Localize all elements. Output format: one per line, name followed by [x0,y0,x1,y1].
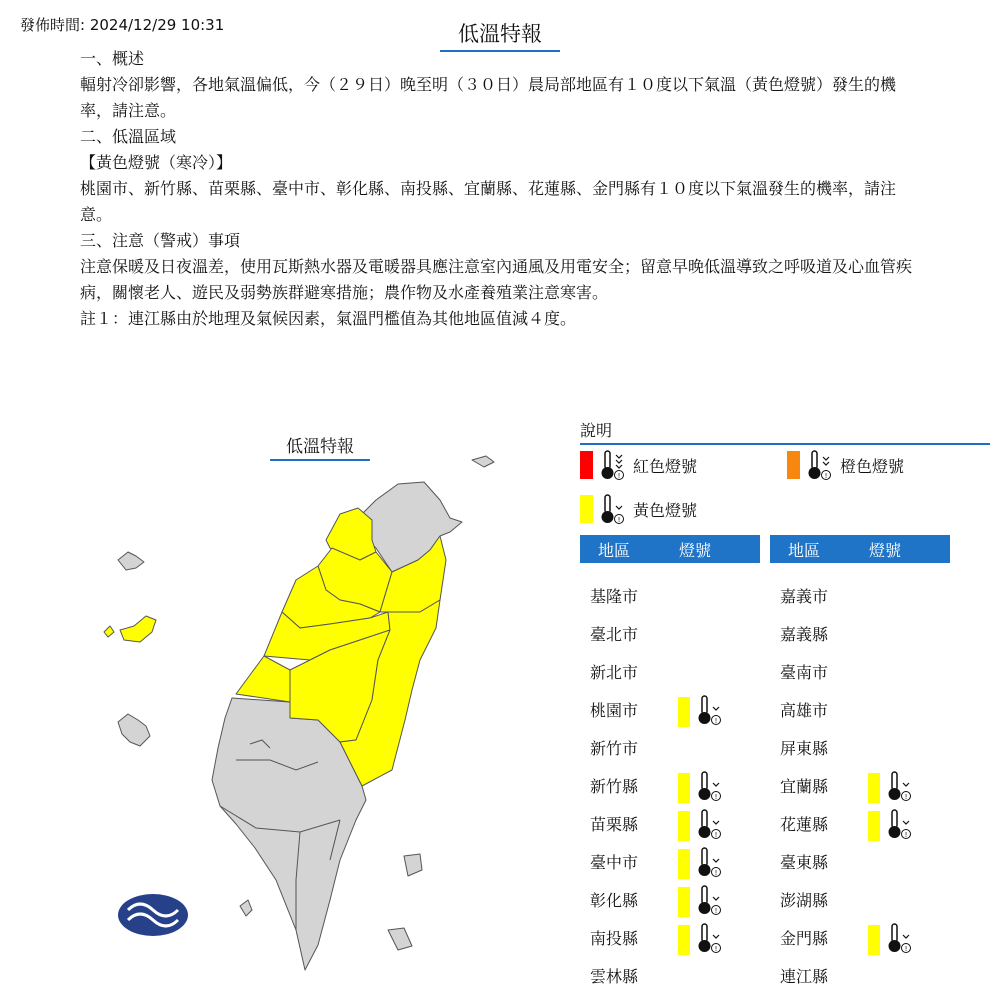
penghu-islands [118,714,150,746]
warning-body [80,46,920,332]
section-2-signal: 【黃色燈號（寒冷）】 [80,153,233,172]
svg-text:!: ! [904,945,908,953]
yellow-swatch [868,773,880,803]
table-row [770,614,950,652]
region-name: 連江縣 [780,966,829,986]
region-name: 金門縣 [780,928,829,948]
table-header-left [580,535,760,563]
table-row [580,652,760,690]
region-name: 新竹市 [590,738,639,758]
table-row [770,728,950,766]
section-1-heading: 一、概述 [80,49,145,68]
section-2-text: 桃園市、新竹縣、苗栗縣、臺中市、彰化縣、南投縣、宜蘭縣、花蓮縣、金門縣有１０度以下氣溫發生的機率，請注意。 [80,179,897,224]
yellow-swatch [678,887,690,917]
yellow-swatch [678,811,690,841]
table-row [580,766,760,804]
region-name: 臺東縣 [780,852,829,872]
yellow-swatch [678,697,690,727]
kinmen-island [120,616,156,642]
table-row [580,956,760,994]
taiwan-map [95,450,495,980]
region-name: 臺北市 [590,624,639,644]
yellow-signal [868,922,914,958]
region-name: 雲林縣 [590,966,639,986]
col-signal-header: 燈號 [679,540,712,560]
svg-text:!: ! [617,472,621,480]
table-row [770,804,950,842]
legend-red-label: 紅色燈號 [633,456,698,476]
table-row [770,576,950,614]
svg-text:!: ! [904,831,908,839]
legend-yellow-label: 黃色燈號 [633,500,698,520]
thermometer-icon [599,493,627,525]
svg-text:!: ! [714,831,718,839]
table-row [580,576,760,614]
legend-orange-label: 橙色燈號 [840,456,905,476]
legend-red [580,449,697,481]
svg-text:!: ! [617,516,621,524]
kinmen-small-island [104,626,114,637]
wuqiu-islands [118,552,144,570]
yellow-swatch [678,849,690,879]
svg-text:!: ! [714,793,718,801]
thermometer-icon [696,808,724,844]
red-swatch [580,451,593,479]
region-name: 高雄市 [780,700,829,720]
table-row [580,880,760,918]
green-island [404,854,422,876]
svg-text:!: ! [714,907,718,915]
cwa-logo-icon [118,894,188,936]
thermometer-icon [696,922,724,958]
table-row [770,918,950,956]
col-region-header: 地區 [788,540,821,560]
region-name: 南投縣 [590,928,639,948]
svg-text:!: ! [714,869,718,877]
svg-text:!: ! [824,472,828,480]
yellow-signal [868,770,914,806]
region-name: 新北市 [590,662,639,682]
yellow-swatch [678,925,690,955]
section-2-heading: 二、低溫區域 [80,127,177,146]
orchid-island [388,928,412,950]
yellow-signal [678,922,724,958]
table-row [580,804,760,842]
table-row [770,880,950,918]
matsu-island [472,456,494,467]
col-region-header: 地區 [598,540,631,560]
yellow-signal [678,770,724,806]
col-signal-header: 燈號 [869,540,902,560]
thermometer-icon [886,770,914,806]
region-name: 宜蘭縣 [780,776,829,796]
table-row [770,956,950,994]
map-title: 低溫特報 [270,432,370,461]
legend-yellow [580,493,697,525]
section-3-text: 注意保暖及日夜溫差，使用瓦斯熱水器及電暖器具應注意室內通風及用電安全；留意早晚低溫導致之呼吸道及心血管疾病，關懷老人、遊民及弱勢族群避寒措施；農作物及水產養殖業注意寒害。 [80,257,913,302]
table-row [580,614,760,652]
yellow-signal [678,694,724,730]
table-header-right [770,535,950,563]
table-row [580,690,760,728]
region-name: 基隆市 [590,586,639,606]
yellow-swatch [678,773,690,803]
region-name: 臺南市 [780,662,829,682]
svg-text:!: ! [714,717,718,725]
region-name: 新竹縣 [590,776,639,796]
yellow-signal [868,808,914,844]
yellow-swatch [868,925,880,955]
yellow-swatch [580,495,593,523]
table-row [770,652,950,690]
region-name: 嘉義縣 [780,624,829,644]
issue-time: 發佈時間: 2024/12/29 10:31 [20,16,225,34]
thermometer-icon [696,770,724,806]
region-name: 桃園市 [590,700,639,720]
section-1-text: 輻射冷卻影響，各地氣溫偏低，今（２９日）晚至明（３０日）晨局部地區有１０度以下氣溫（黃色燈號）發生的機率，請注意。 [80,75,897,120]
footnote: 註１：連江縣由於地理及氣候因素，氣溫門檻值為其他地區值減４度。 [80,309,577,328]
yellow-signal [678,884,724,920]
thermometer-icon [599,449,627,481]
region-name: 嘉義市 [780,586,829,606]
region-name: 澎湖縣 [780,890,829,910]
svg-text:!: ! [904,793,908,801]
orange-swatch [787,451,800,479]
region-changhua [236,656,290,702]
table-row [770,690,950,728]
region-name: 臺中市 [590,852,639,872]
table-row [770,842,950,880]
yellow-signal [678,808,724,844]
legend-orange [787,449,904,481]
svg-text:!: ! [714,945,718,953]
region-name: 彰化縣 [590,890,639,910]
table-row [770,766,950,804]
section-3-heading: 三、注意（警戒）事項 [80,231,241,250]
thermometer-icon [886,922,914,958]
yellow-swatch [868,811,880,841]
table-row [580,842,760,880]
xiaoliuqiu-island [240,900,252,916]
region-name: 苗栗縣 [590,814,639,834]
page-title: 低溫特報 [440,18,560,52]
table-row [580,918,760,956]
legend-title: 說明 [580,418,990,445]
region-name: 屏東縣 [780,738,829,758]
region-name: 花蓮縣 [780,814,829,834]
thermometer-icon [696,884,724,920]
thermometer-icon [886,808,914,844]
yellow-signal [678,846,724,882]
thermometer-icon [806,449,834,481]
table-row [580,728,760,766]
thermometer-icon [696,846,724,882]
thermometer-icon [696,694,724,730]
